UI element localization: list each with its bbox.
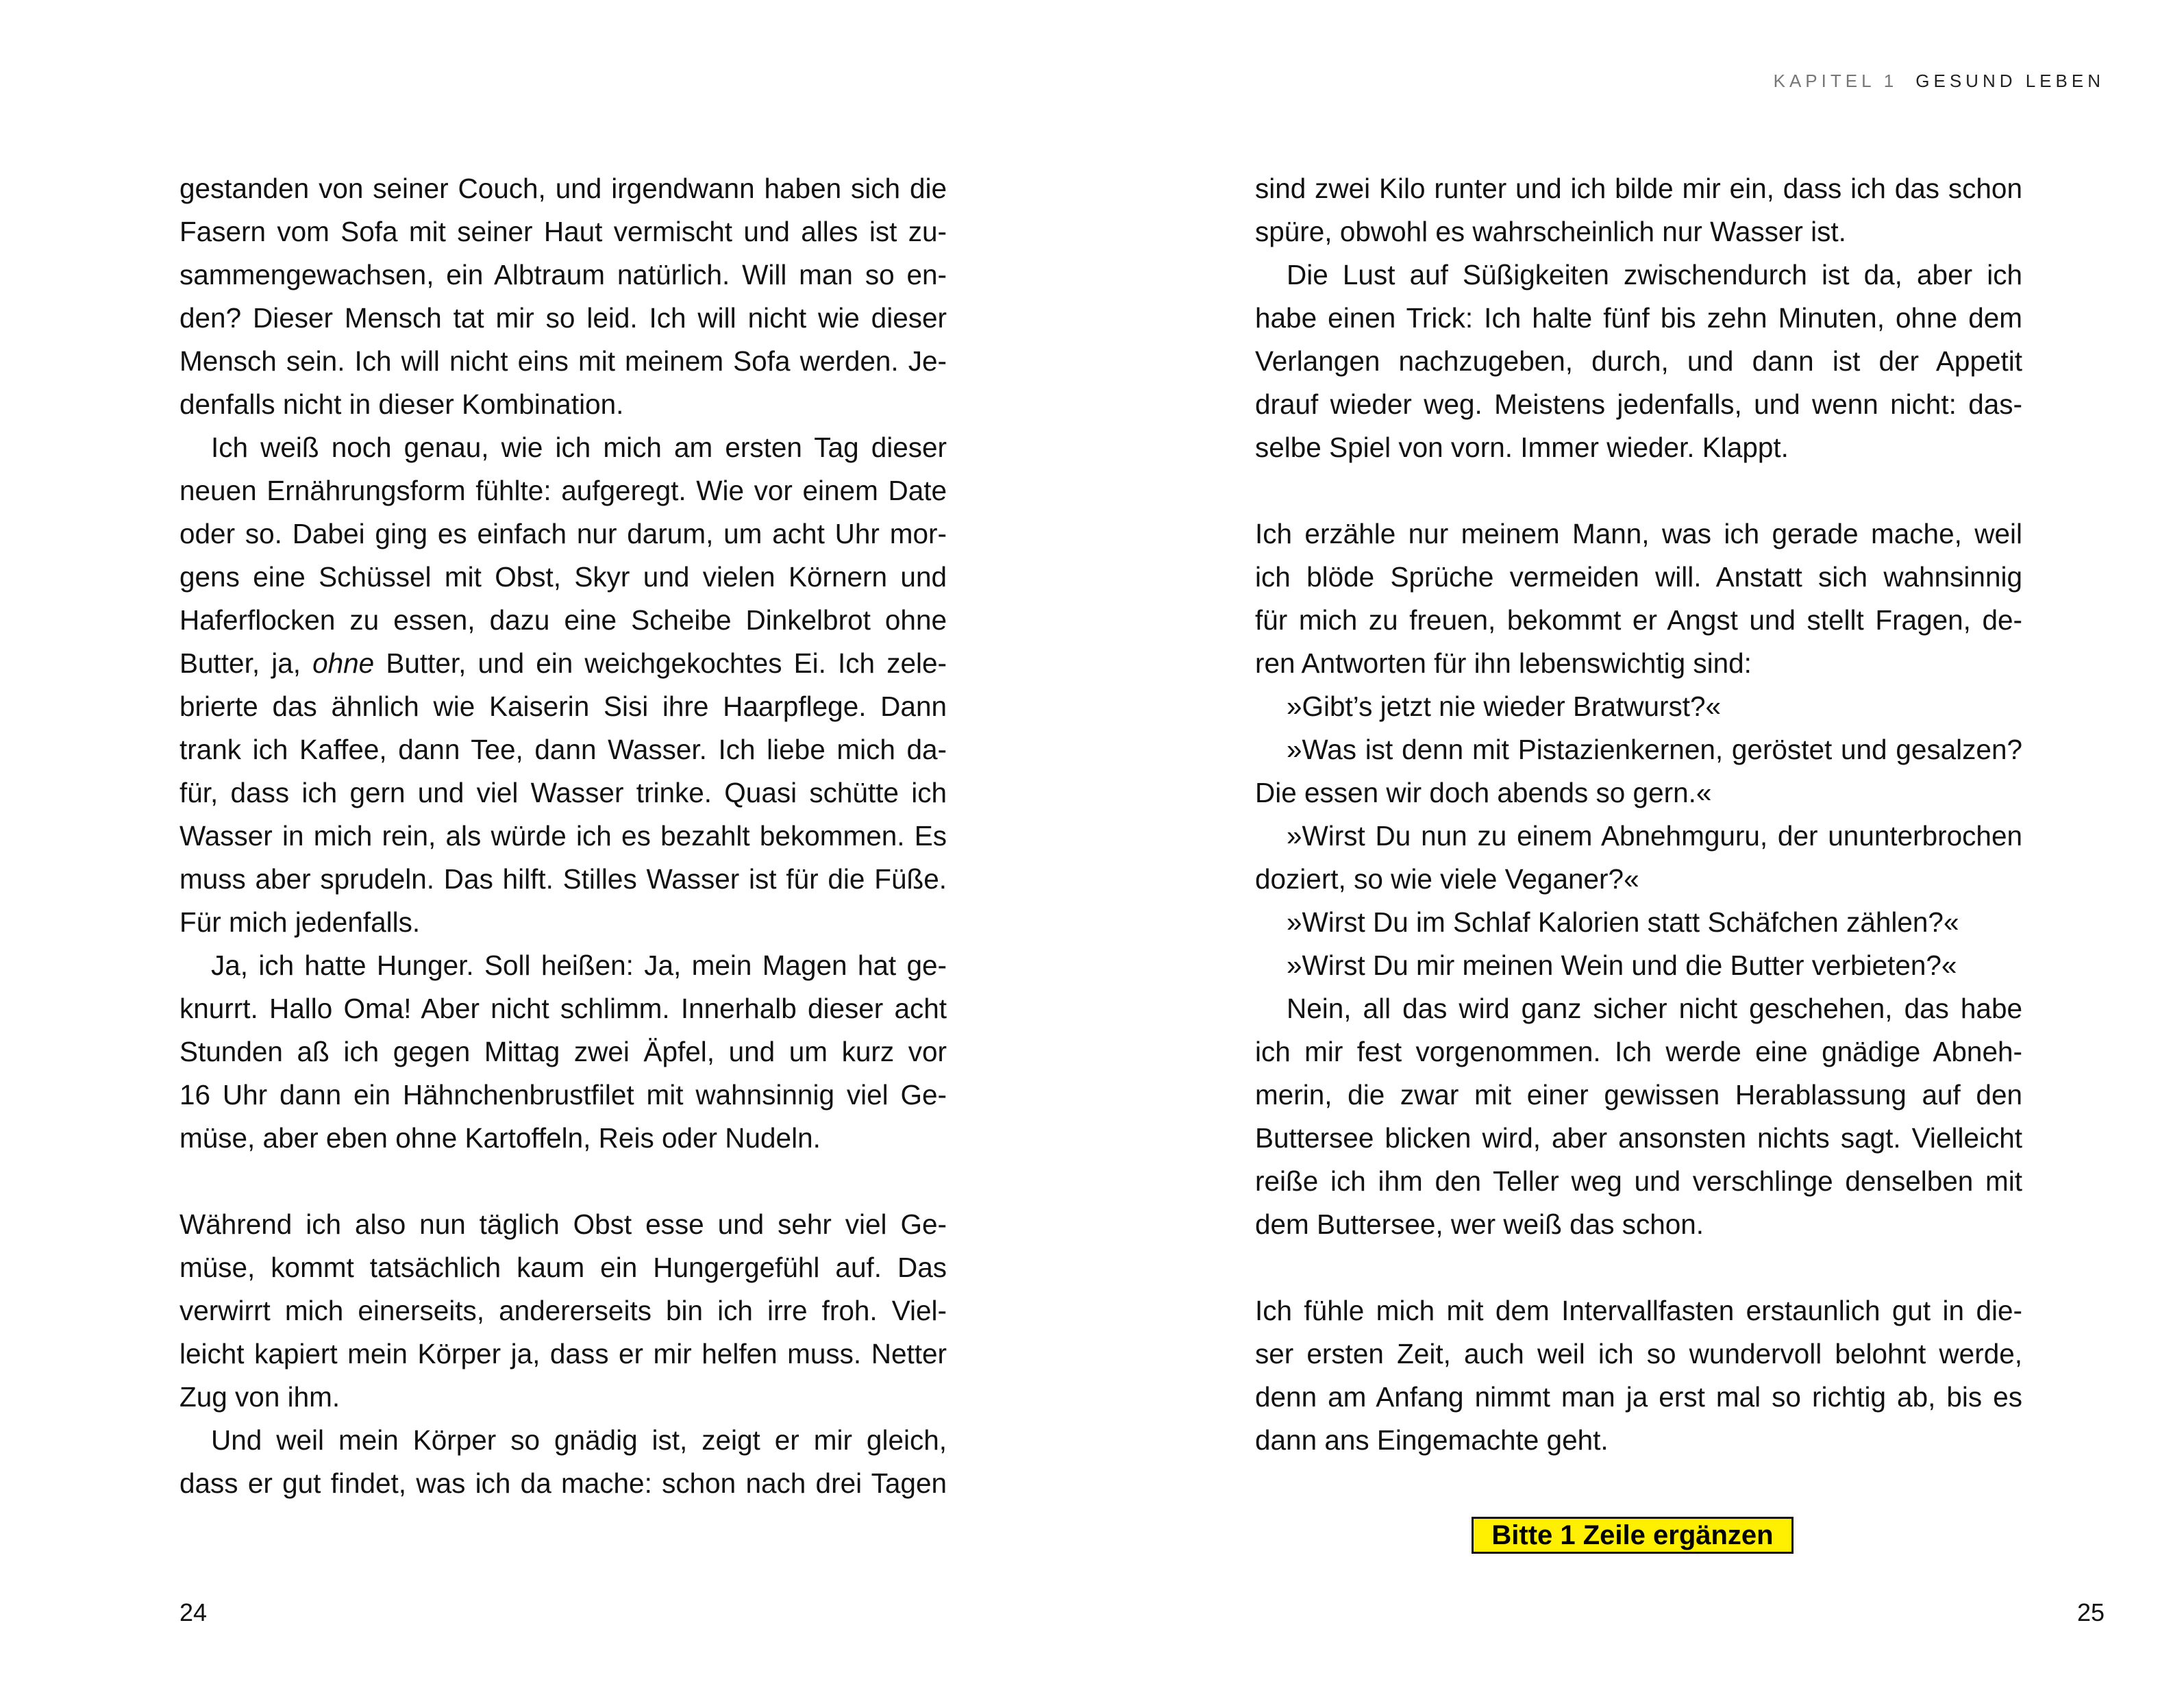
text-line: dem Buttersee, wer weiß das schon. — [1255, 1208, 1704, 1240]
text-line: knurrt. Hallo Oma! Aber nicht schlimm. Innerhalb dieser acht — [179, 993, 947, 1024]
text-line: oder so. Dabei ging es einfach nur darum, um acht Uhr mor- — [179, 518, 947, 549]
text-line: Nein, all das wird ganz sicher nicht geschehen, das habe — [1287, 993, 2022, 1024]
text-line: Ich fühle mich mit dem Intervallfasten erstaunlich gut in die- — [1255, 1295, 2022, 1326]
text-line: müse, aber eben ohne Kartoffeln, Reis oder Nudeln. — [179, 1122, 821, 1154]
text-line: Fasern vom Sofa mit seiner Haut vermischt und alles ist zu- — [179, 216, 947, 247]
dialogue-line — [1255, 901, 2022, 944]
text-line: habe einen Trick: Ich halte fünf bis zehn Minuten, ohne dem — [1255, 302, 2022, 334]
text-line: Wasser in mich rein, als würde ich es bezahlt bekommen. Es — [179, 820, 947, 852]
text-line: ich mir fest vorgenommen. Ich werde eine gnädige Abneh- — [1255, 1036, 2022, 1067]
text-line: »Wirst Du nun zu einem Abnehmguru, der ununterbrochen — [1287, 820, 2022, 852]
page-number: 25 — [2076, 1598, 2105, 1626]
text-line: ser ersten Zeit, auch weil ich so wundervoll belohnt werde, — [1255, 1338, 2022, 1369]
text-line: Zug von ihm. — [179, 1381, 340, 1413]
page-number: 24 — [179, 1598, 208, 1626]
text-line: »Was ist denn mit Pistazienkernen, geröstet und gesalzen? — [1287, 734, 2022, 765]
text-line: neuen Ernährungsform fühlte: aufgeregt. Wie vor einem Date — [179, 475, 947, 506]
text-line: Buttersee blicken wird, aber ansonsten nichts sagt. Vielleicht — [1255, 1122, 2022, 1154]
text-line: Die Lust auf Süßigkeiten zwischendurch ist da, aber ich — [1287, 259, 2022, 290]
section-break — [1255, 469, 2022, 512]
paragraph — [179, 426, 947, 944]
right-text-block — [1255, 167, 2022, 1462]
text-line: »Wirst Du mir meinen Wein und die Butter verbieten?« — [1287, 950, 1957, 981]
dialogue-line — [1255, 685, 2022, 728]
left-text-block — [179, 167, 947, 1505]
text-line: gestanden von seiner Couch, und irgendwann haben sich die — [179, 173, 947, 204]
text-line: ich blöde Sprüche vermeiden will. Anstatt sich wahnsinnig — [1255, 561, 2022, 593]
text-line: reiße ich ihm den Teller weg und verschlinge denselben mit — [1255, 1165, 2022, 1197]
text-line: verwirrt mich einerseits, andererseits bin ich irre froh. Viel- — [179, 1295, 947, 1326]
text-line: drauf wieder weg. Meistens jedenfalls, und wenn nicht: das- — [1255, 388, 2022, 420]
text-line: leicht kapiert mein Körper ja, dass er mir helfen muss. Netter — [179, 1338, 947, 1369]
text-line: denfalls nicht in dieser Kombination. — [179, 388, 624, 420]
paragraph — [1255, 167, 2022, 253]
text-line: Mensch sein. Ich will nicht eins mit meinem Sofa werden. Je- — [179, 345, 947, 377]
text-line: 16 Uhr dann ein Hähnchenbrustfilet mit wahnsinnig viel Ge- — [179, 1079, 947, 1111]
section-break — [1255, 1246, 2022, 1289]
text-line: Während ich also nun täglich Obst esse und sehr viel Ge- — [179, 1208, 947, 1240]
running-head-chapter: KAPITEL 1 — [1773, 71, 1898, 91]
text-line: gens eine Schüssel mit Obst, Skyr und vielen Körnern und — [179, 561, 947, 593]
text-line: Für mich jedenfalls. — [179, 906, 421, 938]
text-line: müse, kommt tatsächlich kaum ein Hungergefühl auf. Das — [179, 1252, 947, 1283]
editor-note-highlight: Bitte 1 Zeile ergänzen — [1472, 1517, 1794, 1554]
italic-emphasis: ohne — [312, 647, 375, 679]
text-line: Und weil mein Körper so gnädig ist, zeigt er mir gleich, — [211, 1424, 947, 1456]
paragraph — [179, 1419, 947, 1505]
section-break — [179, 1160, 947, 1203]
text-line: ren Antworten für ihn lebenswichtig sind: — [1255, 647, 1752, 679]
paragraph — [179, 167, 947, 426]
text-line — [179, 642, 947, 685]
text-line: brierte das ähnlich wie Kaiserin Sisi ihre Haarpflege. Dann — [179, 691, 947, 722]
text-line: denn am Anfang nimmt man ja erst mal so richtig ab, bis es — [1255, 1381, 2022, 1413]
text-fragment: Butter, ja, — [179, 647, 313, 679]
text-line: sammengewachsen, ein Albtraum natürlich. Will man so en- — [179, 259, 947, 290]
dialogue-line — [1255, 815, 2022, 901]
paragraph — [1255, 1289, 2022, 1462]
text-line: dann ans Eingemachte geht. — [1255, 1424, 1609, 1456]
paragraph — [179, 944, 947, 1160]
text-line: Die essen wir doch abends so gern.« — [1255, 777, 1712, 808]
dialogue-line — [1255, 944, 2022, 987]
running-head-title: GESUND LEBEN — [1915, 71, 2105, 91]
text-line: den? Dieser Mensch tat mir so leid. Ich will nicht wie dieser — [179, 302, 947, 334]
text-line: für, dass ich gern und viel Wasser trinke. Quasi schütte ich — [179, 777, 947, 808]
running-head — [1774, 71, 2105, 92]
text-line: spüre, obwohl es wahrscheinlich nur Wasser ist. — [1255, 216, 1846, 247]
text-line: Ja, ich hatte Hunger. Soll heißen: Ja, mein Magen hat ge- — [211, 950, 947, 981]
text-line: doziert, so wie viele Veganer?« — [1255, 863, 1639, 895]
text-fragment: Butter, und ein weichgekochtes Ei. Ich zele- — [374, 647, 947, 679]
text-line: sind zwei Kilo runter und ich bilde mir ein, dass ich das schon — [1255, 173, 2022, 204]
text-line: trank ich Kaffee, dann Tee, dann Wasser. Ich liebe mich da- — [179, 734, 947, 765]
text-line: dass er gut findet, was ich da mache: schon nach drei Tagen — [179, 1467, 947, 1499]
paragraph — [1255, 987, 2022, 1246]
text-line: Ich erzähle nur meinem Mann, was ich gerade mache, weil — [1255, 518, 2022, 549]
text-line: merin, die zwar mit einer gewissen Herablassung auf den — [1255, 1079, 2022, 1111]
text-line: Verlangen nachzugeben, durch, und dann ist der Appetit — [1255, 345, 2022, 377]
paragraph — [1255, 253, 2022, 469]
text-line: Haferflocken zu essen, dazu eine Scheibe Dinkelbrot ohne — [179, 604, 947, 636]
text-line: »Wirst Du im Schlaf Kalorien statt Schäfchen zählen?« — [1287, 906, 1959, 938]
paragraph — [1255, 512, 2022, 685]
text-line: für mich zu freuen, bekommt er Angst und stellt Fragen, de- — [1255, 604, 2022, 636]
right-page — [1092, 0, 2184, 1699]
paragraph — [179, 1203, 947, 1419]
text-line: Stunden aß ich gegen Mittag zwei Äpfel, und um kurz vor — [179, 1036, 947, 1067]
text-line: muss aber sprudeln. Das hilft. Stilles Wasser ist für die Füße. — [179, 863, 947, 895]
text-line: »Gibt’s jetzt nie wieder Bratwurst?« — [1287, 691, 1722, 722]
dialogue-line — [1255, 728, 2022, 815]
text-line: selbe Spiel von vorn. Immer wieder. Klappt. — [1255, 432, 1789, 463]
text-line: Ich weiß noch genau, wie ich mich am ersten Tag dieser — [211, 432, 947, 463]
